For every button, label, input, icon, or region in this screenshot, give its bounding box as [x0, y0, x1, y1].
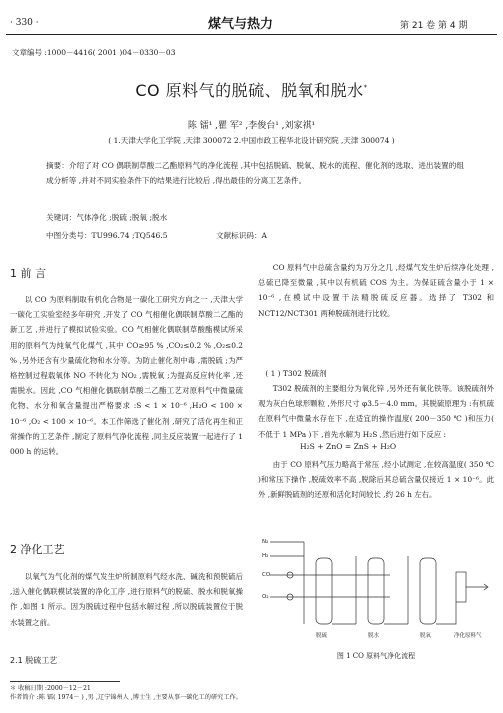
clc-label: 中图分类号	[46, 231, 84, 240]
doc-code-text: ：A	[253, 231, 268, 240]
unit-label-deoxygenation: 脱氧	[420, 633, 432, 639]
subsection-2-1-heading: 2.1 脱硫工艺	[10, 656, 58, 665]
classification-number	[46, 230, 168, 241]
keywords	[46, 212, 167, 223]
desulfurizer-vessel	[316, 558, 332, 624]
section-2-heading: 2 净化工艺	[10, 543, 65, 556]
paper-title	[0, 78, 503, 101]
footnote-rule	[10, 681, 120, 682]
section-1-body: 以 CO 为原料制取有机化合物是一碳化工研究方向之一 ,天津大学一碳化工实验室经多年研究 ,开发了 CO 气相催化偶联制草酸二乙酯的新工艺 ,并进行了模拟试验实验。CO 气相催化偶联制草酸酯模试所采用的原料气为纯氧气化煤气 ,其中 CO≥95 % ,CO₂≤0.2 % ,O₂≤0.2 % ,另外还含有少量硫化物和水分等。为防止催化剂中毒 ,需脱硫 ;为严格控制过程载氧体 NO 不转化为 NO₂ ,需脱氧 ;为提高反应转化率 ,还需脱水。因此 ,CO 气相催化偶联制草酸二乙酯工艺对原料气中微量硫化物、水分和氧含量提出严格要求 :S < 1 × 10⁻⁶ ,H₂O < 100 × 10⁻⁶ ,O₂ < 100 × 10⁻⁶。本工作筛选了催化剂 ,研究了活化再生和正常操作的工艺条件 ,制定了原料气净化流程 ,同主反应装置一起进行了 1 000 h 的运转。	[10, 295, 243, 457]
right-paragraph-1: CO 原料气中总硫含量约为万分之几 ,经煤气发生炉后续净化处理 ,总硫已降至微量 ,其中以有机硫 COS 为主。为保证硫含量小于 1 × 10⁻⁶ ,在模试中设置干法精脱硫反应器。选择了 T302 和 NCT12/NCT301 两种脱硫剂进行比较。	[258, 263, 494, 318]
deoxygenator-vessel	[420, 558, 436, 624]
section-2-body: 以氧气为气化剂的煤气发生炉所制原料气经水洗、碱洗和预脱硫后 ,送入催化偶联模试装置的净化工序 ,进行原料气的脱硫、脱水和脱氧操作 ,如图 1 所示。因为脱硫过程中包括水解过程 ,所以脱硫装置位于脱水装置之前。	[10, 572, 243, 627]
inlet-label-h2: H₂	[262, 553, 269, 559]
keywords-label: 关键词	[46, 213, 69, 222]
title-footnote-mark: *	[363, 83, 368, 92]
reaction-equation: H₂S + ZnO = ZnS + H₂O	[300, 442, 397, 451]
footnote	[10, 685, 242, 702]
unit-label-dehydration: 脱水	[368, 633, 380, 639]
affiliations: ( 1.天津大学化工学院 ,天津 300072 2.中国市政工程华北设计研究院 ,天津 300074 )	[108, 136, 395, 145]
author-bio: 作者简介 :陈 镭( 1974－ ) ,男 ,辽宁锦州人 ,博士生 ,主要从事一碳化工的研究工作。	[10, 693, 242, 701]
title-text: CO 原料气的脱硫、脱氧和脱水	[135, 81, 364, 100]
abstract	[46, 158, 464, 188]
clc-text: ：TU996.74 ;TQ546.5	[83, 231, 168, 240]
abstract-text: ：介绍了对 CO 偶联制草酸二乙酯原料气的净化流程 ,其中包括脱硫、脱氧、脱水的流程、催化剂的选取、进出装置的组成分析等 ,并对不同实验条件下的结果进行比较后 ,得出最佳的分离工艺条件。	[46, 161, 465, 185]
right-paragraph-2: T302 脱硫剂的主要组分为氧化锌 ,另外还有氧化铁等。该脱硫剂外观为灰白色球形颗粒 ,外形尺寸 φ3.5－4.0 mm。其脱硫原理为 :有机硫在原料气中微量水存在下 ,在适宜的操作温度( 200－350 ℃ )和压力( 不低于 1 MPa )下 ,首先水解为 H₂S ,然后进行如下反应 :	[258, 384, 494, 439]
article-number: 文章编号 :1000－4416( 2001 )04－0330－03	[12, 48, 176, 57]
header-rule	[6, 34, 497, 35]
doc-code-label: 文献标识码	[216, 231, 254, 240]
dehydrator-vessel	[368, 558, 384, 624]
figure-caption: 图 1 CO 原料气净化流程	[336, 652, 416, 660]
inlet-label-co: CO	[262, 572, 271, 578]
document-code	[216, 230, 267, 241]
author-list: 陈 镭¹ ,瞿 军² ,李俊台¹ ,刘家祺¹	[187, 121, 316, 131]
connecting-pipes	[332, 602, 456, 624]
subsection-t302-heading: ( 1 ) T302 脱硫剂	[265, 369, 327, 378]
volume-issue: 第 21 卷 第 4 期	[400, 21, 468, 31]
right-paragraph-3: 由于 CO 原料气压力略高于常压 ,经小试测定 ,在较高温度( 350 ℃ )和常压下操作 ,脱硫效率不高 ,脱除后其总硫含量仅接近 1 × 10⁻⁶。此外 ,新鲜脱硫剂的还原和活化时间较长 ,约 26 h 左右。	[258, 460, 494, 500]
journal-name: 煤气与热力	[208, 17, 274, 32]
process-flow-figure	[260, 534, 492, 646]
inlet-label-o2: O₂	[262, 594, 269, 600]
unit-label-purified-gas: 净化原料气	[454, 633, 482, 639]
inlet-label-n2: N₂	[262, 539, 269, 545]
outlet-filter	[456, 572, 466, 602]
unit-label-desulfurization: 脱硫	[316, 633, 328, 639]
received-date: ＊ 收稿日期 :2000－12－21	[10, 685, 91, 692]
section-1-heading: 1 前 言	[10, 267, 46, 280]
abstract-label: 摘要	[46, 161, 62, 170]
flow-diagram	[260, 534, 492, 646]
keywords-text: ：气体净化 ;脱硫 ;脱氧 ;脱水	[68, 213, 168, 222]
page-number: · 330 ·	[10, 18, 39, 28]
